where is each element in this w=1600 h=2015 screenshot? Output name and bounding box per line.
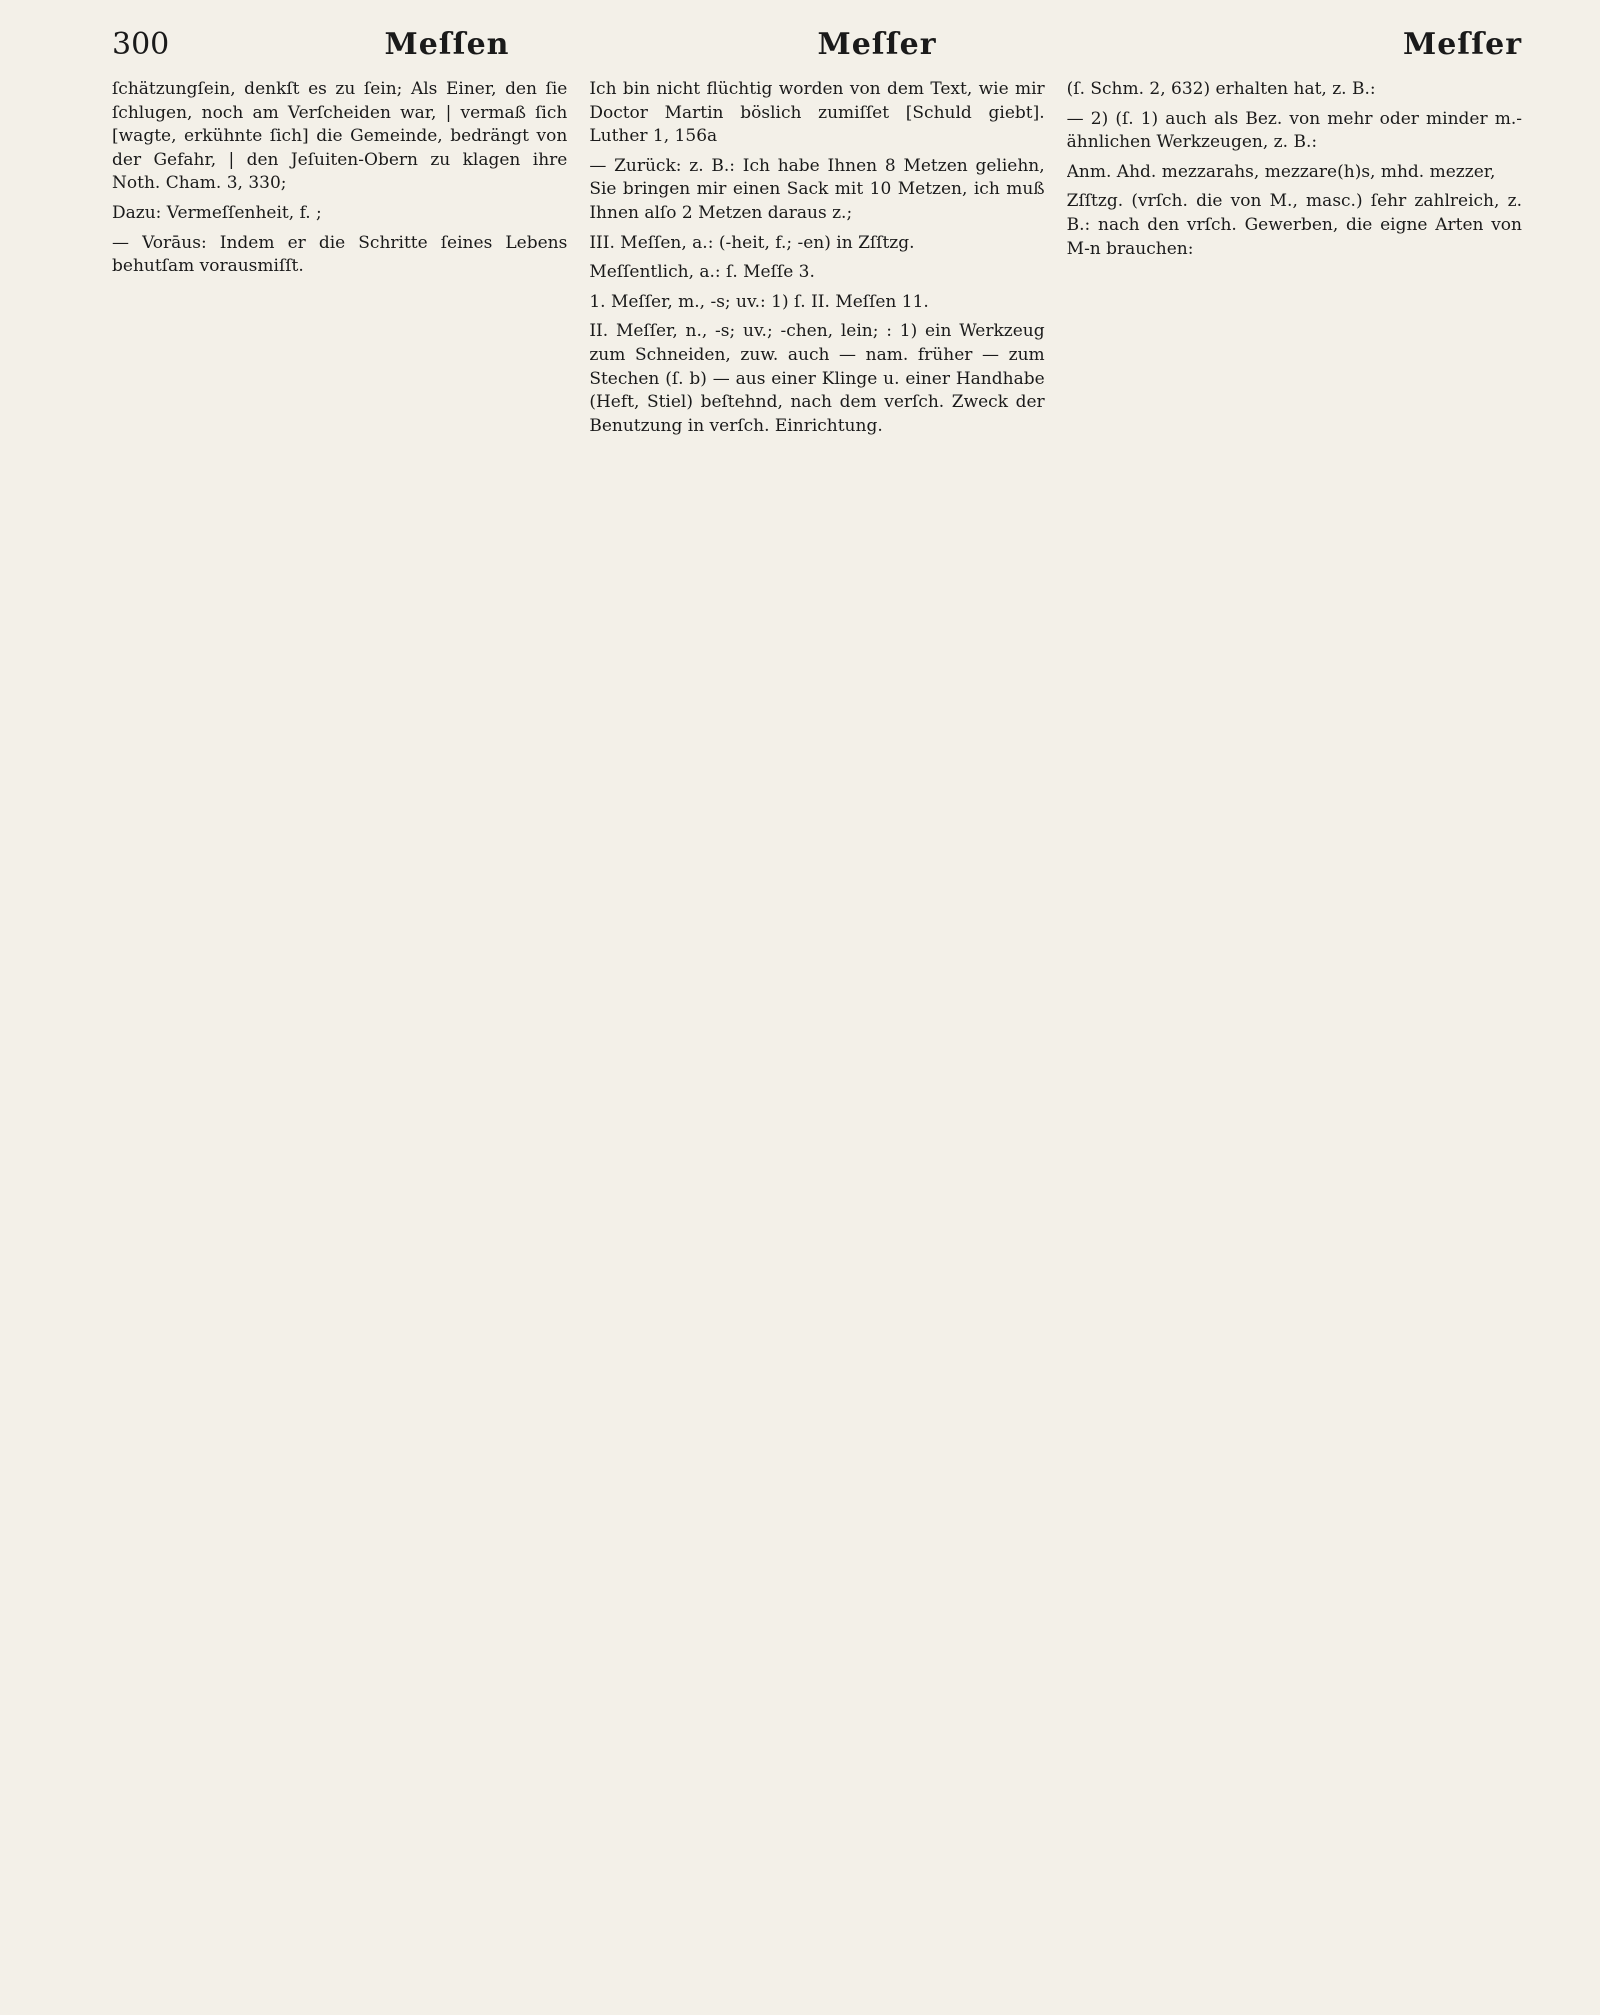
- entry-paragraph: Dazu: Vermeſſenheit, f. ;: [112, 202, 322, 223]
- running-head-center: Meſſer: [817, 26, 937, 62]
- column-left: [112, 78, 567, 1978]
- column-right: [1067, 78, 1522, 1978]
- page-number: 300: [112, 26, 170, 62]
- text-columns: [112, 78, 1522, 1978]
- column-middle: [589, 78, 1044, 1978]
- entry-paragraph: Meſſentlich, a.: ſ. Meſſe 3.: [589, 262, 815, 283]
- entry-paragraph: — 2) (ſ. 1) auch als Bez. von mehr oder minder m.-ähnlichen Werkzeugen, z. B.:: [1066, 108, 1522, 153]
- entry-paragraph: Zſſtzg. (vrſch. die von M., masc.) ſehr zahlreich, z. B.: nach den vrſch. Gewerben, die eigne Arten von M-n brauchen:: [1066, 191, 1522, 259]
- running-head-right: Meſſer: [1403, 26, 1522, 62]
- running-head-left: Meſſen: [384, 26, 510, 62]
- entry-paragraph: ſchätzungſein, denkſt es zu ſein; Als Einer, den ſie ſchlugen, noch am Verſcheiden war, | vermaß ſich [wagte, erkühnte ſich] die Gemeinde, bedrängt von der Gefahr, | den Jeſuiten-Obern zu klagen ihre Noth. Cham. 3, 330;: [112, 79, 568, 194]
- entry-paragraph: (ſ. Schm. 2, 632) erhalten hat, z. B.:: [1066, 79, 1376, 99]
- entry-paragraph: 1. Meſſer, m., -s; uv.: 1) ſ. II. Meſſen 11.: [589, 291, 929, 312]
- entry-paragraph: — Vorāus: Indem er die Schritte ſeines Lebens behutſam vorausmiſſt.: [112, 232, 568, 277]
- entry-paragraph: II. Meſſer, n., -s; uv.; -chen, lein; : 1) ein Werkzeug zum Schneiden, zuw. auch — nam. früher — zum Stechen (ſ. b) — aus einer Klinge u. einer Handhabe (Heft, Stiel) beſtehnd, nach dem verſch. Zweck der Benutzung in verſch. Einrichtung.: [589, 321, 1045, 436]
- entry-paragraph: Ich bin nicht flüchtig worden von dem Text, wie mir Doctor Martin böslich zumiſſet [Schuld giebt]. Luther 1, 156a: [589, 79, 1045, 147]
- page-header: [112, 22, 1522, 66]
- entry-paragraph: — Zurück: z. B.: Ich habe Ihnen 8 Metzen geliehn, Sie bringen mir einen Sack mit 10 Metzen, ich muß Ihnen alſo 2 Metzen daraus z.;: [589, 155, 1045, 223]
- entry-paragraph: Anm. Ahd. mezzarahs, mezzare(h)s, mhd. mezzer,: [1066, 161, 1496, 182]
- entry-paragraph: III. Meſſen, a.: (-heit, f.; -en) in Zſſtzg.: [589, 232, 915, 253]
